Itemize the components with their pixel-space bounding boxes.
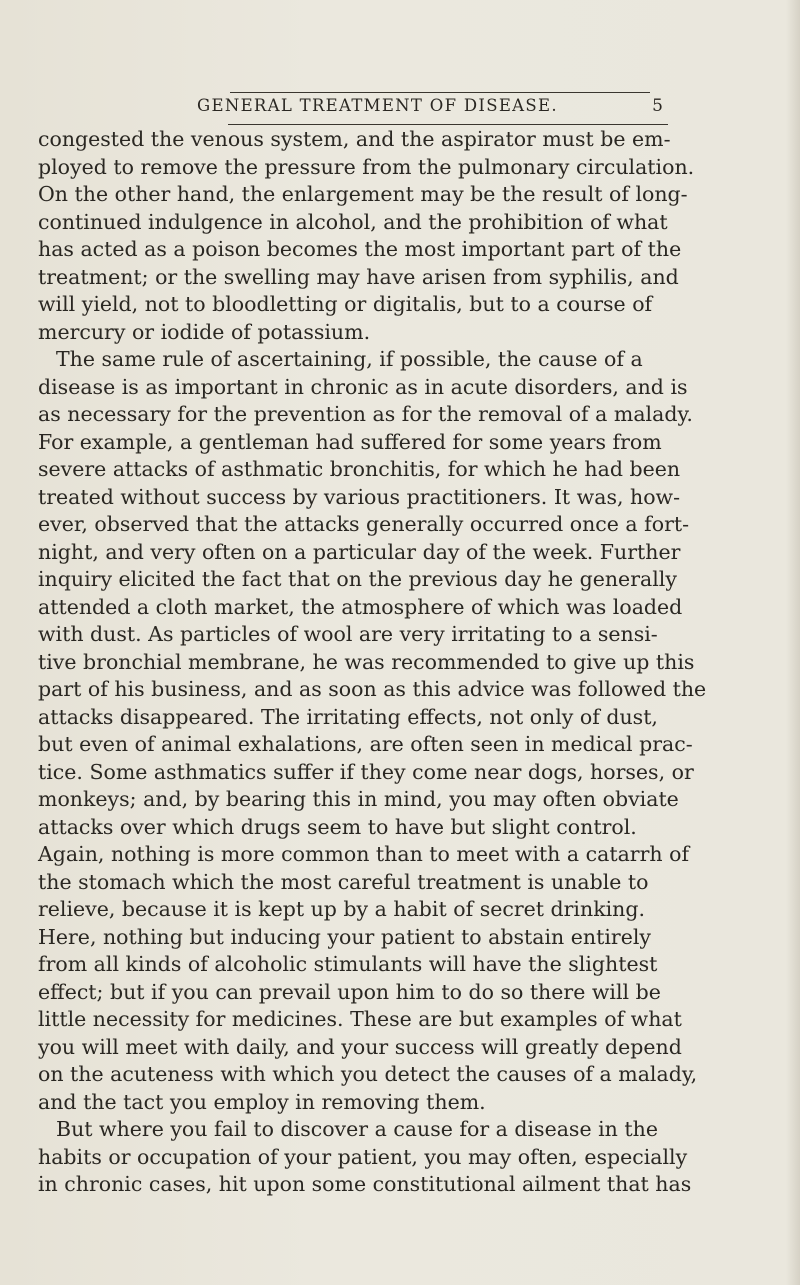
text-line: as necessary for the prevention as for the removal of a malady. (38, 402, 693, 426)
text-line: the stomach which the most careful treatment is unable to (38, 869, 649, 894)
running-head: GENERAL TREATMENT OF DISEASE. (197, 96, 558, 115)
text-line: tive bronchial membrane, he was recommended to give up this (38, 649, 695, 674)
text-line: inquiry elicited the fact that on the previous day he generally (38, 567, 677, 591)
text-line: but even of animal exhalations, are often seen in medical prac- (38, 732, 693, 756)
text-line: and the tact you employ in removing them. (38, 1089, 486, 1114)
text-line: Here, nothing but inducing your patient to abstain entirely (38, 924, 651, 949)
text-line: monkeys; and, by bearing this in mind, you may often obviate (38, 787, 679, 811)
top-rule (230, 92, 650, 93)
text-line: effect; but if you can prevail upon him to do so there will be (38, 979, 661, 1004)
text-line: treated without success by various practitioners. It was, how- (38, 484, 681, 509)
page-edge-shadow (786, 0, 800, 1285)
text-line: from all kinds of alcoholic stimulants will have the slightest (38, 952, 658, 976)
text-line: tice. Some asthmatics suffer if they come near dogs, horses, or (38, 759, 694, 784)
text-line: treatment; or the swelling may have arisen from syphilis, and (38, 264, 679, 289)
text-line: Again, nothing is more common than to meet with a catarrh of (38, 842, 690, 866)
text-line: in chronic cases, hit upon some constitutional ailment that has (38, 1172, 692, 1196)
text-line: with dust. As particles of wool are very irritating to a sensi- (38, 622, 658, 646)
text-line: congested the venous system, and the aspirator must be em- (38, 127, 671, 151)
text-line: But where you fail to discover a cause for a disease in the (56, 1117, 658, 1141)
text-line: little necessity for medicines. These are but examples of what (38, 1007, 682, 1031)
text-line: attacks disappeared. The irritating effects, not only of dust, (38, 704, 658, 729)
text-line: habits or occupation of your patient, you may often, especially (38, 1144, 688, 1169)
text-line: For example, a gentleman had suffered for some years from (38, 429, 662, 454)
text-line: you will meet with daily, and your success will greatly depend (38, 1034, 682, 1059)
page-header (197, 96, 667, 120)
text-line: will yield, not to bloodletting or digitalis, but to a course of (38, 292, 653, 316)
text-line: ployed to remove the pressure from the pulmonary circulation. (38, 154, 695, 179)
text-line: mercury or iodide of potassium. (38, 319, 371, 344)
text-line: relieve, because it is kept up by a habit of secret drinking. (38, 897, 646, 921)
text-line: on the acuteness with which you detect the causes of a malady, (38, 1062, 698, 1086)
text-line: attended a cloth market, the atmosphere of which was loaded (38, 594, 683, 619)
text-line: attacks over which drugs seem to have but slight control. (38, 814, 637, 839)
text-line: part of his business, and as soon as this advice was followed the (38, 677, 707, 701)
text-line: has acted as a poison becomes the most important part of the (38, 237, 682, 261)
text-line: The same rule of ascertaining, if possible, the cause of a (56, 347, 643, 371)
page-number: 5 (652, 96, 663, 116)
text-line: On the other hand, the enlargement may be the result of long- (38, 182, 688, 206)
text-line: disease is as important in chronic as in acute disorders, and is (38, 374, 688, 399)
text-line: night, and very often on a particular day of the week. Further (38, 539, 681, 564)
header-rule (228, 124, 668, 125)
text-line: continued indulgence in alcohol, and the prohibition of what (38, 209, 668, 234)
text-line: severe attacks of asthmatic bronchitis, for which he had been (38, 457, 681, 481)
text-line: ever, observed that the attacks generally occurred once a fort- (38, 512, 690, 536)
